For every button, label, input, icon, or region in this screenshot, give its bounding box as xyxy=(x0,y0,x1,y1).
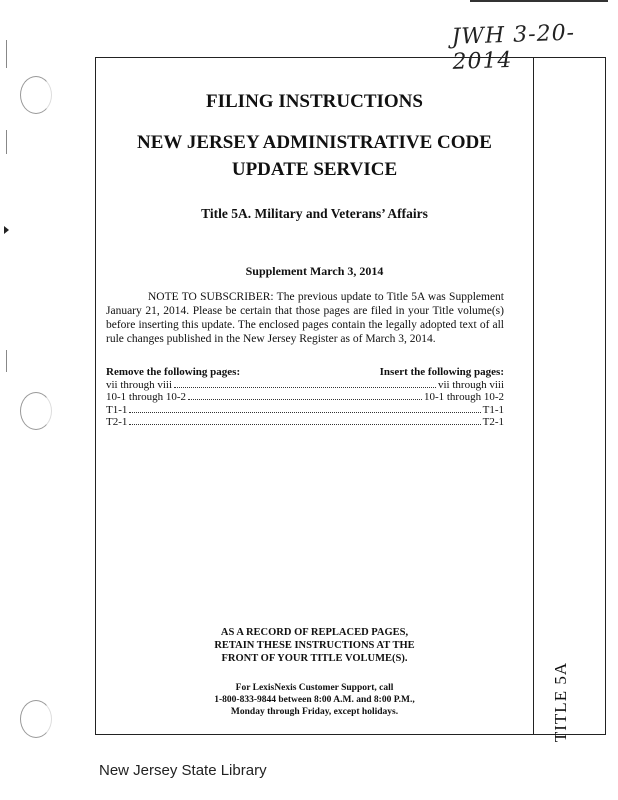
binder-hole-icon xyxy=(20,700,52,738)
pages-table-header xyxy=(106,366,504,379)
customer-support-notice: For LexisNexis Customer Support, call 1-800-833-9844 between 8:00 A.M. and 8:00 P.M., Monday through Friday, except holidays. xyxy=(214,683,415,717)
instruction-sheet xyxy=(95,57,606,743)
remove-header: Remove the following pages: xyxy=(106,366,241,378)
margin-tick xyxy=(6,350,7,372)
dot-leader xyxy=(129,404,480,413)
margin-marker-icon xyxy=(4,226,9,234)
title-name: Title 5A. Military and Veterans’ Affairs xyxy=(201,206,428,221)
spine-label: TITLE 5A xyxy=(551,661,571,743)
dot-leader xyxy=(129,416,480,425)
record-notice: AS A RECORD OF REPLACED PAGES, RETAIN THESE INSTRUCTIONS AT THE FRONT OF YOUR TITLE VOLUME(S). xyxy=(214,627,415,664)
table-row: vii through viii vii through viii xyxy=(106,378,504,391)
top-rule xyxy=(470,0,608,2)
table-row: T1-1 T1-1 xyxy=(106,403,504,416)
subscriber-note: NOTE TO SUBSCRIBER: The previous update to Title 5A was Supplement January 21, 2014. Please be certain that those pages are filed in your Title volume(s) before inserting this update. The enclosed pages contain the legally adopted text of all rule changes published in the New Jersey Register as of March 3, 2014. xyxy=(106,291,504,345)
margin-tick xyxy=(6,40,7,68)
page-subtitle: NEW JERSEY ADMINISTRATIVE CODE UPDATE SERVICE xyxy=(137,132,492,180)
supplement-date: Supplement March 3, 2014 xyxy=(245,264,384,278)
spine-divider xyxy=(533,58,534,734)
binder-hole-icon xyxy=(20,392,52,430)
dot-leader xyxy=(174,379,436,388)
table-row: 10-1 through 10-2 10-1 through 10-2 xyxy=(106,391,504,403)
pages-table xyxy=(106,366,504,429)
insert-header: Insert the following pages: xyxy=(379,366,504,378)
binder-hole-icon xyxy=(20,76,52,114)
dot-leader xyxy=(188,391,422,400)
margin-tick xyxy=(6,130,7,154)
handwritten-note: JWH 3-20-2014 xyxy=(451,20,576,75)
table-row: T2-1 T2-1 xyxy=(106,416,504,428)
page-title: FILING INSTRUCTIONS xyxy=(206,91,423,112)
library-footer: New Jersey State Library xyxy=(99,762,267,779)
